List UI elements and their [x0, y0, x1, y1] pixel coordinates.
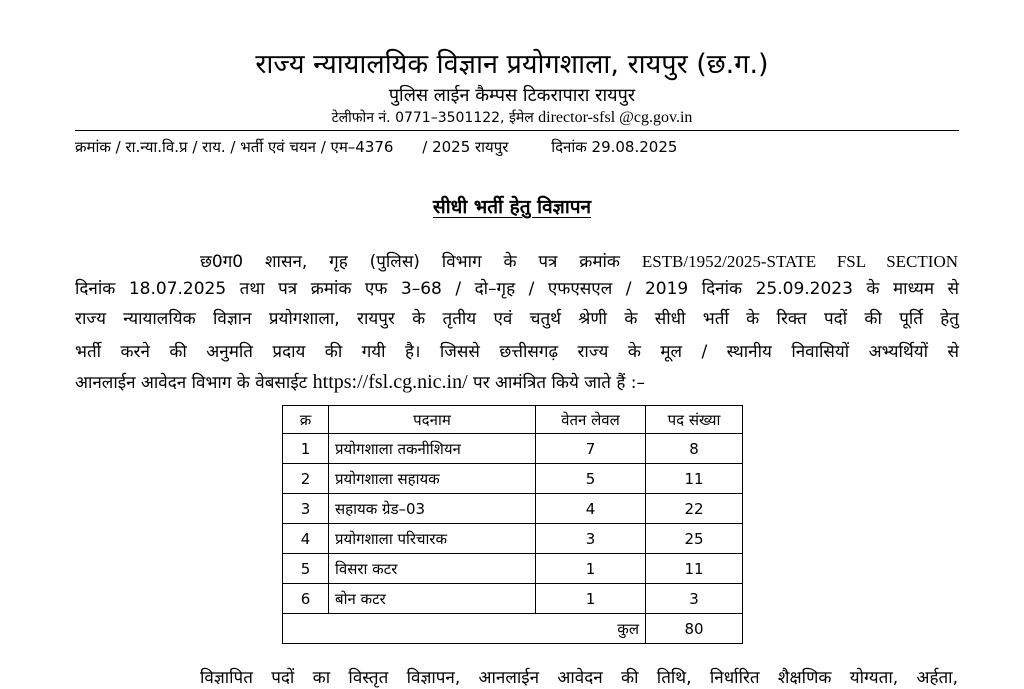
- col-header-post: पदनाम: [329, 406, 536, 434]
- cell-serial: 3: [283, 494, 329, 524]
- posts-table: [282, 405, 743, 644]
- cell-pay-level: 1: [536, 584, 646, 614]
- body-line-3: राज्य न्यायालयिक विज्ञान प्रयोगशाला, रायपुर के तृतीय एवं चतुर्थ श्रेणी के सीधी भर्ती के रिक्त पदों की पूर्ति हेतु: [75, 309, 959, 329]
- org-contact: [0, 108, 1024, 127]
- body-line-2: दिनांक 18.07.2025 तथा पत्र क्रमांक एफ 3–68 / दो–गृह / एफएसएल / 2019 दिनांक 25.09.2023 के माध्यम से: [75, 279, 959, 299]
- reference-line: [75, 137, 695, 157]
- contact-email: director-sfsl @cg.gov.in: [538, 109, 693, 126]
- org-title: राज्य न्यायालयिक विज्ञान प्रयोगशाला, रायपुर (छ.ग.): [255, 49, 769, 80]
- website-link[interactable]: https://fsl.cg.nic.in/: [312, 371, 468, 393]
- cell-pay-level: 1: [536, 554, 646, 584]
- col-header-count: पद संख्या: [646, 406, 743, 434]
- body-line-1-text: छ0ग0 शासन, गृह (पुलिस) विभाग के पत्र क्रमांक: [200, 252, 620, 272]
- col-header-pay-level: वेतन लेवल: [536, 406, 646, 434]
- cell-serial: 2: [283, 464, 329, 494]
- table-row: [283, 584, 743, 614]
- table-row: [283, 554, 743, 584]
- cell-serial: 4: [283, 524, 329, 554]
- col-header-serial: क्र: [283, 406, 329, 434]
- cell-serial: 1: [283, 434, 329, 464]
- total-value: 80: [646, 614, 743, 644]
- cell-post: बोन कटर: [329, 584, 536, 614]
- table-row: [283, 494, 743, 524]
- cell-serial: 6: [283, 584, 329, 614]
- cell-count: 25: [646, 524, 743, 554]
- cell-count: 11: [646, 554, 743, 584]
- table-header-row: [283, 406, 743, 434]
- table-row: [283, 524, 743, 554]
- cell-count: 3: [646, 584, 743, 614]
- cell-pay-level: 4: [536, 494, 646, 524]
- total-label: कुल: [283, 614, 646, 644]
- table-row: [283, 434, 743, 464]
- body-line-5-tail: पर आमंत्रित किये जाते हैं :–: [473, 373, 645, 393]
- body-line-1-ref: ESTB/1952/2025-STATE FSL SECTION: [641, 252, 958, 271]
- reference-year-place: / 2025 रायपुर: [422, 138, 509, 156]
- page-title: सीधी भर्ती हेतु विज्ञापन: [432, 196, 592, 218]
- body-line-5-text: आनलाईन आवेदन विभाग के वेबसाईट: [75, 373, 308, 393]
- header-divider: [75, 130, 959, 131]
- table-row: [283, 464, 743, 494]
- org-address: पुलिस लाईन कैम्पस टिकरापारा रायपुर: [388, 85, 636, 106]
- body-line-1: [200, 249, 958, 272]
- cell-post: विसरा कटर: [329, 554, 536, 584]
- contact-phone: टेलीफोन नं. 0771–3501122, ईमेल: [331, 110, 534, 126]
- reference-date: दिनांक 29.08.2025: [551, 138, 678, 156]
- cell-count: 22: [646, 494, 743, 524]
- cell-post: प्रयोगशाला तकनीशियन: [329, 434, 536, 464]
- cell-count: 11: [646, 464, 743, 494]
- cell-pay-level: 7: [536, 434, 646, 464]
- cell-serial: 5: [283, 554, 329, 584]
- cell-pay-level: 3: [536, 524, 646, 554]
- cell-post: प्रयोगशाला सहायक: [329, 464, 536, 494]
- cell-post: प्रयोगशाला परिचारक: [329, 524, 536, 554]
- body-line-4: भर्ती करने की अनुमति प्रदाय की गयी है। जिससे छत्तीसगढ़ राज्य के मूल / स्थानीय निवासियों अभ्यर्थियों से: [75, 342, 959, 362]
- cell-count: 8: [646, 434, 743, 464]
- table-total-row: [283, 614, 743, 644]
- body-line-6: विज्ञापित पदों का विस्तृत विज्ञापन, आनलाईन आवेदन की तिथि, निर्धारित शैक्षणिक योग्यता, अर्हता,: [200, 668, 958, 688]
- cell-pay-level: 5: [536, 464, 646, 494]
- reference-number: क्रमांक / रा.न्या.वि.प्र / राय. / भर्ती एवं चयन / एम–4376: [75, 138, 394, 156]
- cell-post: सहायक ग्रेड–03: [329, 494, 536, 524]
- body-line-5: [75, 370, 645, 394]
